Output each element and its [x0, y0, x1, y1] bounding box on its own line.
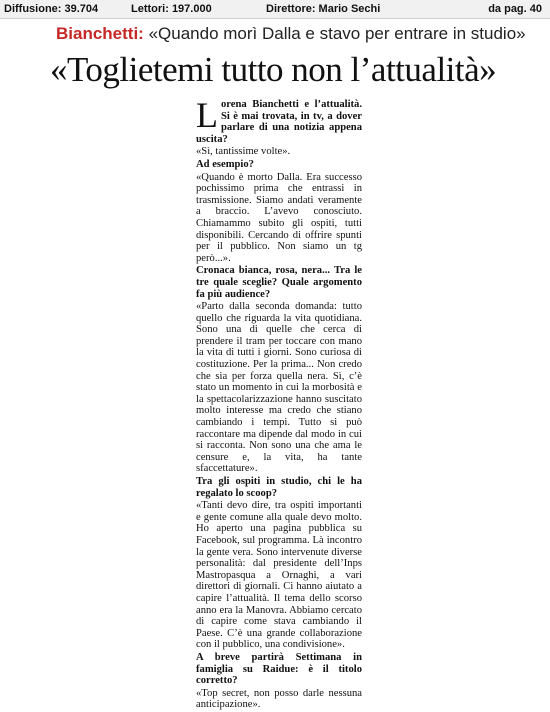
- page-reference: da pag. 40: [488, 3, 542, 15]
- question-paragraph: Cronaca bianca, rosa, nera... Tra le tre quale sceglie? Quale argomento fa più audience?: [196, 265, 362, 300]
- question-paragraph: Ad esempio?: [196, 158, 254, 170]
- lead-text: orena Bianchetti e l’attualità. Si è mai trovata, in tv, a dover parlare di una notizia appena uscita?: [196, 99, 362, 145]
- kicker: [56, 24, 526, 44]
- answer-paragraph: «Top secret, non posso darle nessuna anticipazione».: [196, 687, 362, 711]
- article-column: [196, 95, 362, 712]
- question-paragraph: A breve partirà Settimana in famiglia su Raidue: è il titolo corretto?: [196, 651, 362, 687]
- circulation-label: Diffusione: 39.704: [4, 3, 99, 15]
- headline: «Toglietemi tutto non l’attualità»: [50, 50, 497, 89]
- press-clipping-header: [0, 0, 550, 19]
- answer-paragraph: «Tanti devo dire, tra ospiti importanti e gente comune alla quale devo molto. Ho aperto una pagina pubblica su Facebook, sul programma. Là incontro la gente vera. Sono intervenute diverse personalità: dal presidente dell’Inps Mastropasqua a Ornaghi, a vari direttori di giornali. Ci hanno aiutato a capire l’attualità. Il tema dello scorso anno era la Manovra. Abbiamo cercato di capire come stava cambiando il Paese. C’è una grande collaborazione con il pubblico, una condivisione».: [196, 500, 362, 651]
- question-paragraph: Tra gli ospiti in studio, chi le ha regalato lo scoop?: [196, 476, 362, 499]
- readers-label: Lettori: 197.000: [131, 3, 212, 15]
- answer-paragraph: «Parto dalla seconda domanda: tutto quello che riguarda la vita quotidiana. Sono una di quelle che cerca di prendere il tram per toccare con mano la vita di tutti i giorni. Sono curiosa di costituzione. Per la prima... Non credo che sia per forza quella nera. Sì, c’è stato un momento in cui la morbosità e la spettacolarizzazione hanno suscitato molto interesse ma credo che stiano cambiando i tempi. Tutto si può raccontare ma dipende dal modo in cui si racconta. Non sono una che ama le censure e, la vita, ha tante sfaccettature».: [196, 301, 362, 475]
- lead-paragraph: [196, 95, 362, 145]
- kicker-text: «Quando morì Dalla e stavo per entrare in studio»: [143, 24, 526, 43]
- answer-paragraph: «Sì, tantissime volte».: [196, 146, 291, 158]
- editor-label: Direttore: Mario Sechi: [266, 3, 381, 15]
- drop-cap: L: [196, 95, 218, 135]
- kicker-name: Bianchetti:: [56, 24, 144, 43]
- answer-paragraph: «Quando è morto Dalla. Era successo pochissimo prima che entrassi in trasmissione. Siamo andati veramente a braccio. L’avevo conosciuto. Chiamammo subito gli ospiti, tutti disponibili. Cercando di offrire spunti per il pubblico. Non siamo un tg però...».: [196, 171, 362, 264]
